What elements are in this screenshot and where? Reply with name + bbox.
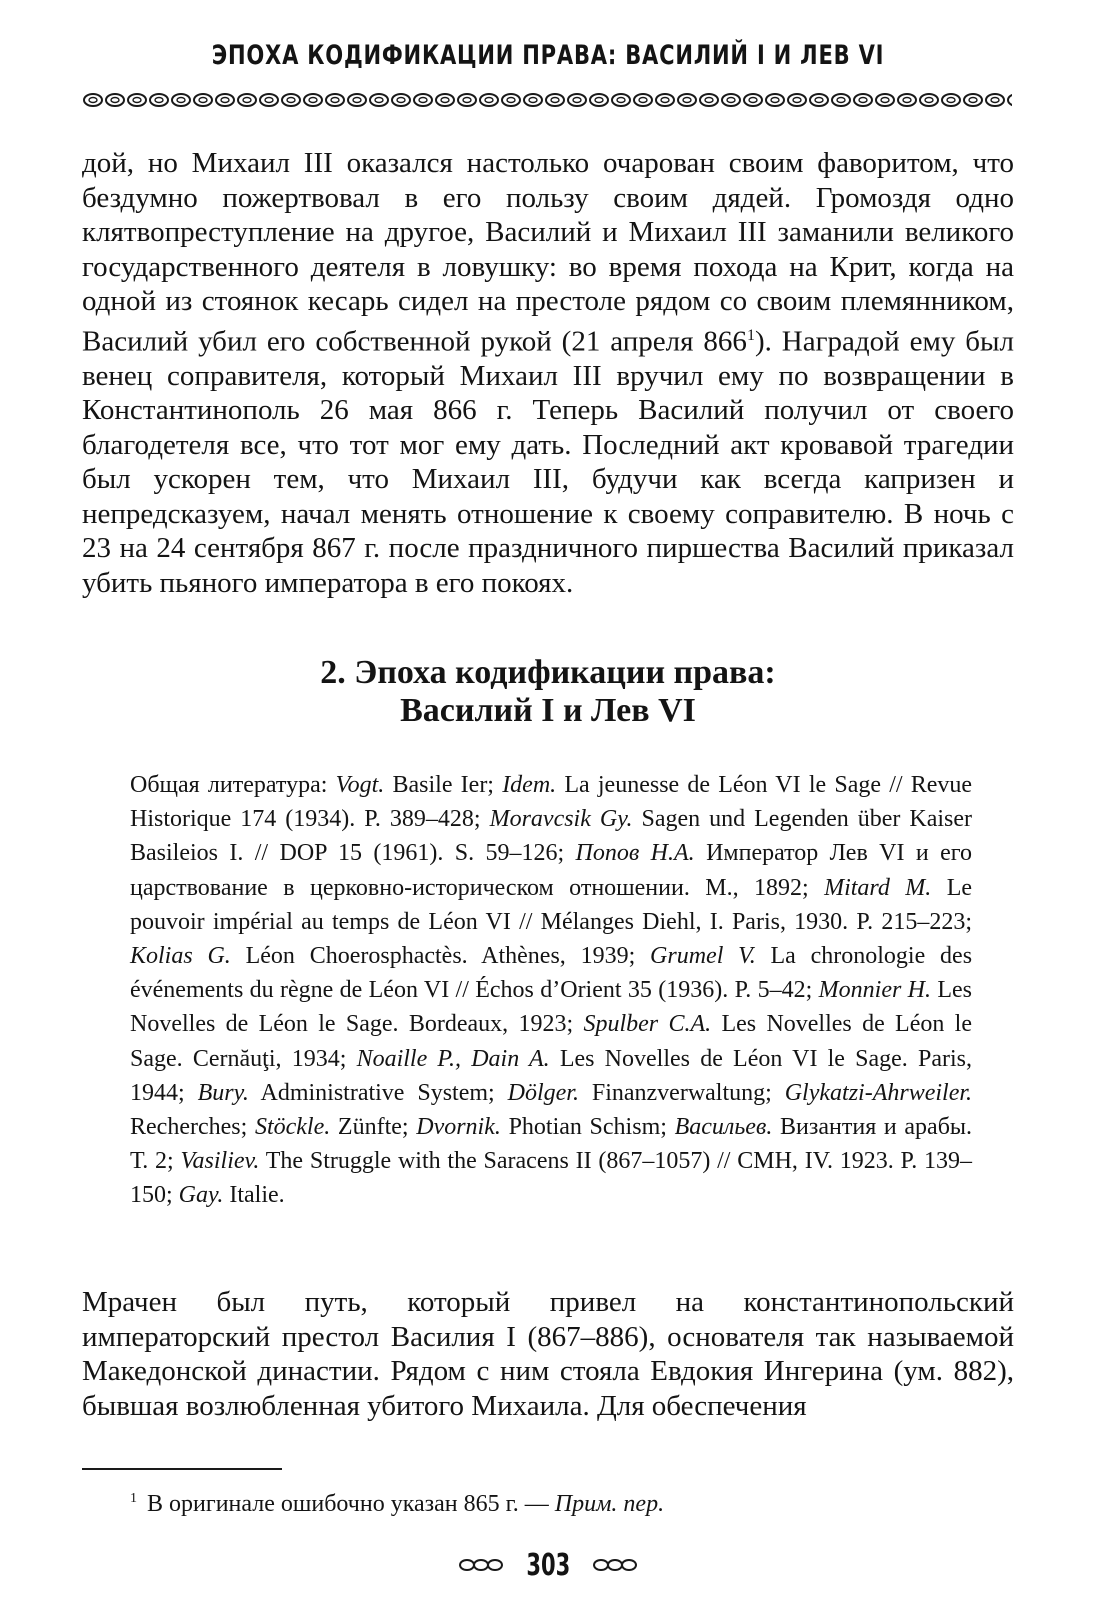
paragraph-text: ). Наградой ему был венец соправителя, который Михаил III вручил ему по возвращении в Константинополь 26 мая 866 г. Теперь Василий получил от своего благодетеля все, что тот мог ему дать. Последний акт кровавой трагедии был ускорен тем, что Михаил III, будучи как всегда капризен и непредсказуем, начал менять отношение к своему соправителю. В ночь с 23 на 24 сентября 867 г. после праздничного пиршества Василий приказал убить пьяного императора в его покоях. <box>82 325 1014 599</box>
bib-entry: Les Novelles de Léon le Sage. Bordeaux, 1923; <box>130 977 973 1038</box>
footnote <box>130 1484 990 1519</box>
bibliography-label: Общая литература: <box>130 772 328 798</box>
bib-entry: Italie. <box>229 1182 285 1209</box>
footnote-text: В оригинале ошибочно указан 865 г. — <box>147 1491 549 1517</box>
bib-entry: La jeunesse de Léon VI le Sage // Revue Historique 174 (1934). P. 389–428; <box>130 772 973 833</box>
bib-entry: Léon Choerosphactès. Athènes, 1939; <box>245 943 636 970</box>
bib-author: Gay. <box>178 1182 224 1209</box>
bib-entry: Finanzverwaltung; <box>591 1079 772 1106</box>
bib-author: Vogt. <box>335 772 385 798</box>
bib-author: Noaille P., Dain A. <box>356 1045 550 1072</box>
section-title <box>0 654 1096 730</box>
bib-author: Grumel V. <box>650 943 756 970</box>
footnote-sign: Прим. пер. <box>554 1491 665 1517</box>
body-paragraph-1 <box>82 146 1014 600</box>
bib-author: Vasiliev. <box>180 1148 260 1175</box>
bib-entry: Le pouvoir impérial au temps de Léon VI // Mélanges Diehl, I. Paris, 1930. P. 215–223; <box>130 874 973 935</box>
body-paragraph-2: Мрачен был путь, который привел на константинопольский императорский престол Василия I (867–886), основателя так называемой Македонской династии. Рядом с ним стояла Евдокия Ингерина (ум. 882), бывшая возлюбленная убитого Михаила. Для обеспечения <box>82 1286 1014 1422</box>
bib-author: Васильев. <box>674 1114 773 1141</box>
bib-author: Stöckle. <box>254 1114 331 1141</box>
bib-author: Monnier H. <box>818 977 931 1004</box>
bib-author: Kolias G. <box>130 943 231 970</box>
section-title-line: Василий I и Лев VI <box>400 692 696 729</box>
ornament-left-icon <box>459 1557 503 1573</box>
paragraph-text: дой, но Михаил III оказался настолько очарован своим фаворитом, что бездумно пожертвовал в его пользу своим дядей. Громоздя одно клятвопреступление на другое, Василий и Михаил III заманили великого государственного деятеля в ловушку: во время похода на Крит, когда на одной из стоянок кесарь сидел на престоле рядом со своим племянником, Василий убил его собственной рукой (21 апреля 866 <box>82 147 1014 358</box>
bib-entry: Les Novelles de Léon VI le Sage. Paris, 1944; <box>130 1045 973 1106</box>
page-footer <box>0 1545 1096 1585</box>
footnote-number: 1 <box>130 1491 137 1506</box>
bib-author: Dölger. <box>507 1079 579 1106</box>
running-header: ЭПОХА КОДИФИКАЦИИ ПРАВА: ВАСИЛИЙ I И ЛЕВ VI <box>211 40 885 71</box>
bib-entry: Recherches; <box>130 1114 248 1141</box>
ornament-band <box>82 90 1012 110</box>
bib-author: Spulber C.A. <box>583 1011 712 1038</box>
bib-author: Idem. <box>502 772 557 798</box>
page-number: 303 <box>526 1547 570 1583</box>
bib-entry: Император Лев VI и его царствование в церковно-историческом отношении. М., 1892; <box>130 840 973 901</box>
bib-entry: The Struggle with the Saracens II (867–1057) // CMH, IV. 1923. P. 139–150; <box>130 1148 972 1209</box>
footnote-ref[interactable]: 1 <box>746 326 755 344</box>
bib-entry: Sagen und Legenden über Kaiser Basileios I. // DOP 15 (1961). S. 59–126; <box>130 806 972 867</box>
section-title-line: 2. Эпоха кодификации права: <box>320 654 776 691</box>
bib-author: Mitard M. <box>824 874 932 901</box>
bib-author: Moravcsik Gy. <box>489 806 633 833</box>
bib-entry: Administrative System; <box>260 1079 495 1106</box>
bib-author: Glykatzi-Ahrweiler. <box>784 1079 973 1106</box>
bib-entry: Photian Schism; <box>508 1114 667 1141</box>
bib-entry: Les Novelles de Léon le Sage. Cernăuţi, 1934; <box>130 1011 973 1072</box>
bib-entry: Византия и арабы. Т. 2; <box>130 1114 973 1175</box>
bib-author: Bury. <box>197 1079 249 1106</box>
footnote-divider <box>82 1468 282 1470</box>
bib-author: Попов Н.А. <box>575 840 695 867</box>
bib-entry: Basile Ier; <box>392 772 494 798</box>
ornament-right-icon <box>593 1557 637 1573</box>
bib-entry: La chronologie des événements du règne de Léon VI // Échos d’Orient 35 (1936). P. 5–42; <box>130 943 973 1004</box>
bib-entry: Zünfte; <box>337 1114 409 1141</box>
bib-author: Dvornik. <box>416 1114 501 1141</box>
bibliography <box>130 768 972 1213</box>
